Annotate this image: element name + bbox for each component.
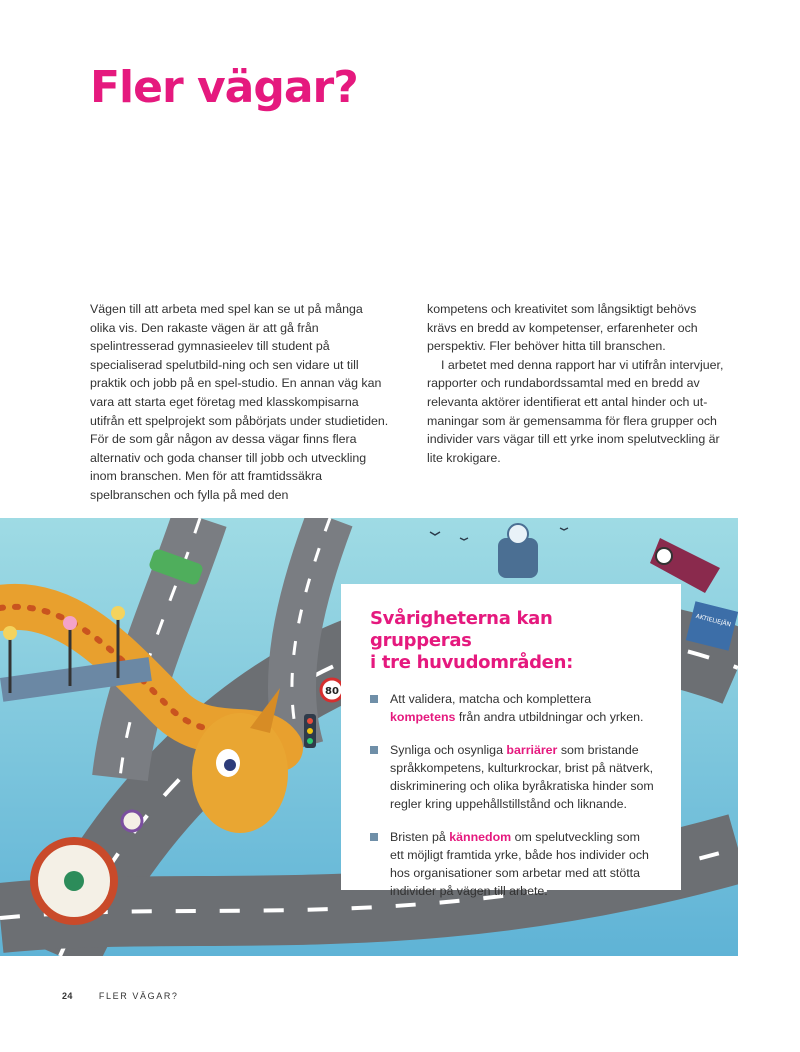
callout-title-line: i tre huvudområden: xyxy=(370,652,574,673)
page-title: Fler vägar? xyxy=(90,62,358,113)
lamp xyxy=(63,616,77,630)
tower-top xyxy=(508,524,528,544)
square-bullet-icon xyxy=(370,833,378,841)
body-paragraph: Vägen till att arbeta med spel kan se ut på många olika vis. Den rakaste vägen är att gå från spelintresserad gymnasieelev till student på specialiserad spelutbild-ning och sen vidare ut till praktik och jobb på en spel-studio. En annan väg kan vara att starta eget företag med klasskompisarna utifrån ett spelprojekt som påbörjats under studietiden. För de som går någon av dessa vägar finns flera alternativ och goda chanser till jobb och utveckling inom branschen. Men för att framtidssäkra spelbranschen och fylla på med den xyxy=(90,302,389,502)
dragon-head xyxy=(192,713,288,833)
lamp xyxy=(3,626,17,640)
list-item: Bristen på kännedom om spelutveckling som ett möjligt framtida yrke, både hos individer och hos organisationer som arbetar med att stötta individer på vägen till arbete. xyxy=(370,828,655,900)
body-column-right xyxy=(427,300,727,467)
small-wheel xyxy=(122,811,142,831)
callout-box xyxy=(341,584,681,898)
body-column-left xyxy=(90,300,390,505)
page-number: 24 xyxy=(62,991,73,1001)
highlight-term: kompetens xyxy=(390,710,456,724)
square-bullet-icon xyxy=(370,695,378,703)
body-paragraph: kompetens och kreativitet som långsiktigt behövs krävs en bredd av kompetenser, erfarenheter och perspektiv. Fler behöver hitta till branschen. xyxy=(427,302,698,354)
page-footer xyxy=(62,991,179,1001)
road-sign-text: AKTIELIEJÄN xyxy=(695,612,732,629)
square-bullet-icon xyxy=(370,746,378,754)
body-paragraph: I arbetet med denna rapport har vi utifrån intervjuer, rapporter och rundabordssamtal med en bredd av relevanta aktörer identifierat ett antal hinder och ut-maningar som är gemensamma för flera grupper och individer vars vägar till ett yrke inom spelutveckling är lite krokigare. xyxy=(427,357,724,465)
callout-list xyxy=(370,690,655,900)
list-item: Att validera, matcha och komplettera kompetens från andra utbildningar och yrken. xyxy=(370,690,655,726)
callout-title-line: Svårigheterna kan grupperas xyxy=(370,608,553,651)
highlight-term: barriärer xyxy=(506,743,558,757)
speed-sign-text: 80 xyxy=(325,686,339,697)
running-header: FLER VÄGAR? xyxy=(98,991,179,1001)
list-item: Synliga och osynliga barriärer som bristande språkkompetens, kulturkrockar, brist på nätverk, diskriminering och olika byråkratiska hinder som regler kring uppehållstillstånd och liknande. xyxy=(370,741,655,813)
highlight-term: kännedom xyxy=(449,830,512,844)
propeller xyxy=(656,548,672,564)
lamp xyxy=(111,606,125,620)
dragon-pupil xyxy=(224,759,236,771)
callout-title xyxy=(370,608,655,674)
